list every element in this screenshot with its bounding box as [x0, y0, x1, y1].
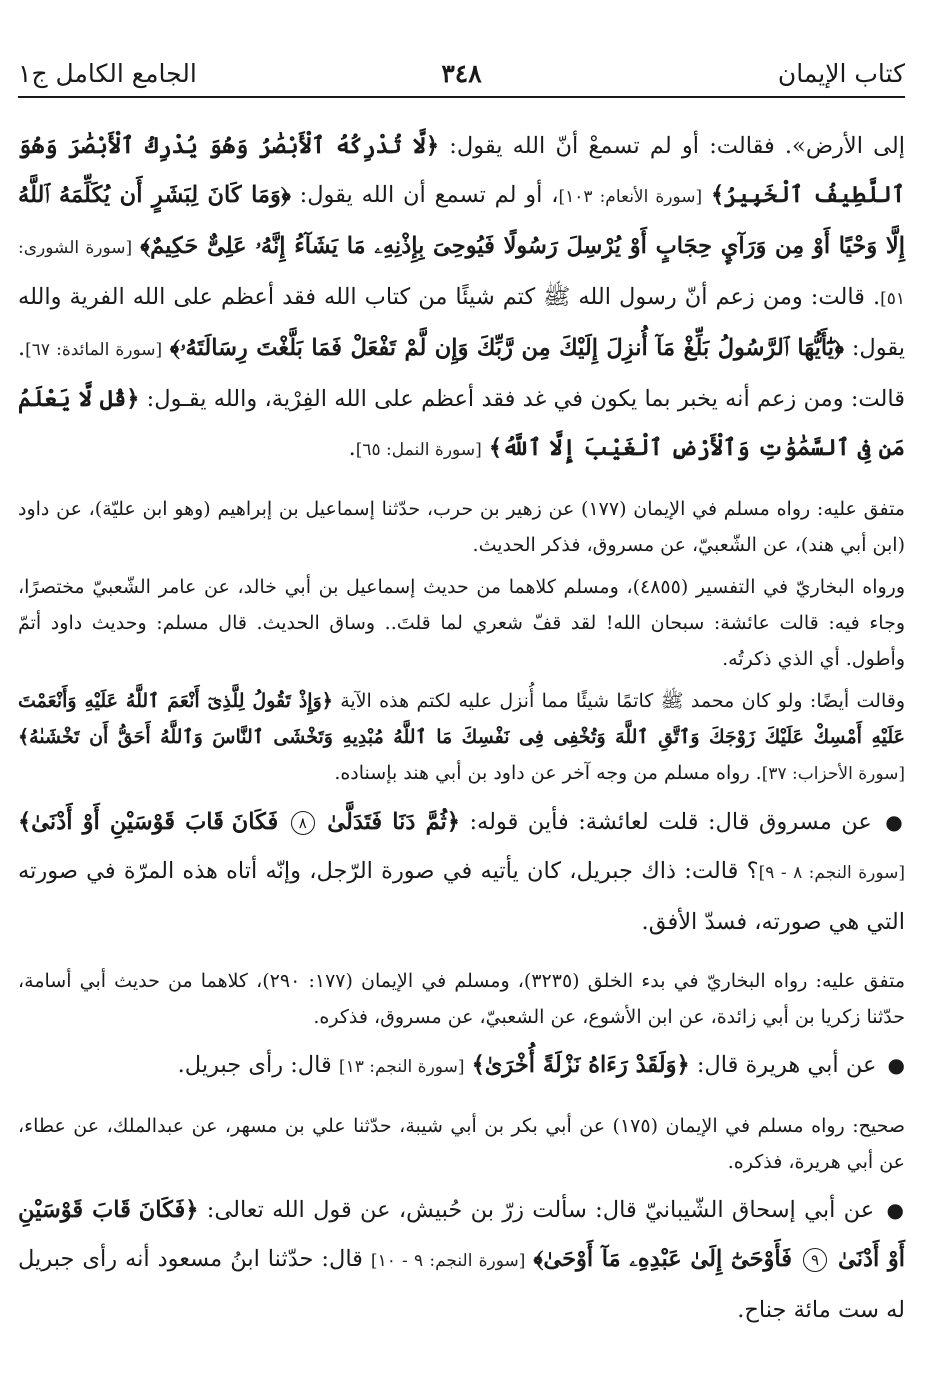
surah-reference: [سورة النجم: ١٣]	[338, 1057, 465, 1077]
bullet-icon: ●	[886, 1198, 906, 1222]
surah-reference: [سورة النجم: ٨ - ٩]	[758, 863, 905, 883]
quran-verse: ﴿يَٰٓأَيُّهَا ٱلرَّسُولُ بَلِّغْ مَآ أُنزِلَ إِلَيْكَ مِن رَّبِّكَ وَإِن لَّمْ تَفْعَلْ فَمَا بَلَّغْتَ رِسَالَتَهُۥ﴾	[169, 335, 845, 361]
surah-reference: [سورة الأحزاب: ٣٧]	[761, 764, 905, 784]
takhrij-note	[18, 683, 905, 792]
quran-verse: ﴿وَمَا كَانَ لِبَشَرٍ أَن يُكَلِّمَهُ ٱللَّهُ إِلَّا وَحْيًا أَوْ مِن وَرَآيِٕ حِجَابٍ أَوْ يُرْسِلَ رَسُولًا فَيُوحِىَ بِإِذْنِهِۦ مَا يَشَآءُ إِنَّهُۥ عَلِىٌّ حَكِيمٌ﴾	[18, 182, 905, 259]
surah-reference: [سورة النمل: ٦٥]	[355, 440, 482, 460]
bullet-icon: ●	[885, 810, 906, 834]
takhrij-note: متفق عليه: رواه مسلم في الإيمان (١٧٧) عن زهير بن حرب، حدّثنا إسماعيل بن إبراهيم (وهو ابن عليّة)، عن داود (ابن أبي هند)، عن الشّعبيّ، عن مسروق، فذكر الحديث.	[18, 498, 905, 556]
text: . قالت: ومن زعم أنّ رسول الله ﷺ كتم شيئًا من كتاب الله فقد أعظم على الله الفرية والله يقول:	[18, 284, 906, 361]
hadith-continuation	[18, 122, 905, 475]
quran-verse: ﴿فَكَانَ قَابَ قَوْسَيْنِ أَوْ أَدْنَىٰ	[18, 1197, 905, 1272]
quran-verse: ﴿لَّا تُدْرِكُهُ ٱلْأَبْصَٰرُ وَهُوَ يُدْرِكُ ٱلْأَبْصَٰرَ وَهُوَ ٱللَّطِيفُ ٱلْخَبِيرُ﴾	[18, 133, 906, 208]
text: قال: حدّثنا ابنُ مسعود أنه رأى جبريل له ست مائة جناح.	[18, 1246, 905, 1323]
quran-verse: ﴿وَإِذْ تَقُولُ لِلَّذِىٓ أَنْعَمَ ٱللَّهُ عَلَيْهِ وَأَنْعَمْتَ عَلَيْهِ أَمْسِكْ عَلَيْكَ زَوْجَكَ وَٱتَّقِ ٱللَّهَ وَتُخْفِى فِى نَفْسِكَ مَا ٱللَّهُ مُبْدِيهِ وَتَخْشَى ٱلنَّاسَ وَٱللَّهُ أَحَقُّ أَن تَخْشَىٰهُ﴾	[18, 690, 905, 748]
text: ؟ قالت: ذاك جبريل، كان يأتيه في صورة الرّجل، وإنّه أتاه هذه المرّة في صورته التي هي صورته، فسدّ الأفق.	[18, 858, 905, 935]
quran-verse: فَأَوْحَىٰٓ إِلَىٰ عَبْدِهِۦ مَآ أَوْحَىٰ﴾	[533, 1246, 792, 1272]
text: وقالت أيضًا: ولو كان محمد ﷺ كاتمًا شيئًا مما أُنزل عليه لكتم هذه الآية	[340, 690, 906, 712]
text: . قالت: ومن زعم أنه يخبر بما يكون في غد فقد أعظم على الله الفِرْية، والله يقـول:	[18, 335, 905, 412]
text: إلى الأرض». فقالت: أو لم تسمعْ أنّ الله يقول:	[449, 133, 906, 159]
quran-verse: فَكَانَ قَابَ قَوْسَيْنِ أَوْ أَدْنَىٰ﴾	[18, 809, 279, 835]
hadith-entry	[18, 1186, 905, 1335]
text: قال: رأى جبريل.	[177, 1052, 332, 1078]
text: ، أو لم تسمع أن الله يقول:	[299, 182, 559, 208]
collection-title: الجامع الكامل ج١	[18, 59, 197, 88]
surah-reference: [سورة النجم: ٩ - ١٠]	[370, 1251, 526, 1271]
bullet-icon: ●	[887, 1053, 905, 1077]
hadith-entry	[18, 798, 905, 947]
verse-number: ٩	[803, 1248, 827, 1272]
text: . رواه مسلم من وجه آخر عن داود بن أبي هند بإسناده.	[334, 762, 762, 784]
verse-number: ٨	[291, 811, 315, 835]
page-header	[18, 52, 905, 98]
surah-reference: [سورة الشورى: ٥١]	[18, 238, 905, 309]
text: عن أبي إسحاق الشّيبانيّ قال: سألت زرّ بن حُبيش، عن قول الله تعالى:	[206, 1197, 875, 1223]
text: .	[348, 435, 356, 461]
text: عن أبي هريرة قال:	[696, 1052, 877, 1078]
takhrij-note: صحيح: رواه مسلم في الإيمان (١٧٥) عن أبي بكر بن أبي شيبة، حدّثنا علي بن مسهر، عن عبدالملك، عن عطاء، عن أبي هريرة، فذكره.	[18, 1115, 905, 1173]
surah-reference: [سورة المائدة: ٦٧]	[25, 340, 163, 360]
book-title: كتاب الإيمان	[777, 59, 905, 88]
quran-verse: ﴿قُل لَّا يَعْلَمُ مَن فِى ٱلسَّمَٰوَٰتِ وَٱلْأَرْضِ ٱلْغَيْبَ إِلَّا ٱللَّهُ﴾	[18, 386, 905, 461]
page-number: ٣٤٨	[441, 59, 482, 88]
text: عن مسروق قال: قلت لعائشة: فأين قوله:	[469, 809, 872, 835]
hadith-entry	[18, 1041, 905, 1092]
takhrij-note: متفق عليه: رواه البخاريّ في بدء الخلق (٣٢٣٥)، ومسلم في الإيمان (١٧٧: ٢٩٠)، كلاهما من حديث أبي أسامة، حدّثنا زكريا بن أبي زائدة، عن ابن الأشوع، عن الشعبيّ، عن مسروق، فذكره.	[18, 970, 906, 1028]
quran-verse: ﴿وَلَقَدْ رَءَاهُ نَزْلَةً أُخْرَىٰ﴾	[471, 1052, 690, 1078]
surah-reference: [سورة الأنعام: ١٠٣]	[558, 187, 703, 207]
book-page	[18, 52, 905, 1335]
takhrij-note: ورواه البخاريّ في التفسير (٤٨٥٥)، ومسلم كلاهما من حديث إسماعيل بن أبي خالد، عن عامر الشّعبيّ مختصرًا، وجاء فيه: قالت عائشة: سبحان الله! لقد قفّ شعري لما قلتَ.. وساق الحديث. قال مسلم: وحديث داود أتمّ وأطول. أي الذي ذكرتُه.	[18, 576, 906, 670]
quran-verse: ﴿ثُمَّ دَنَا فَتَدَلَّىٰ	[327, 809, 460, 835]
